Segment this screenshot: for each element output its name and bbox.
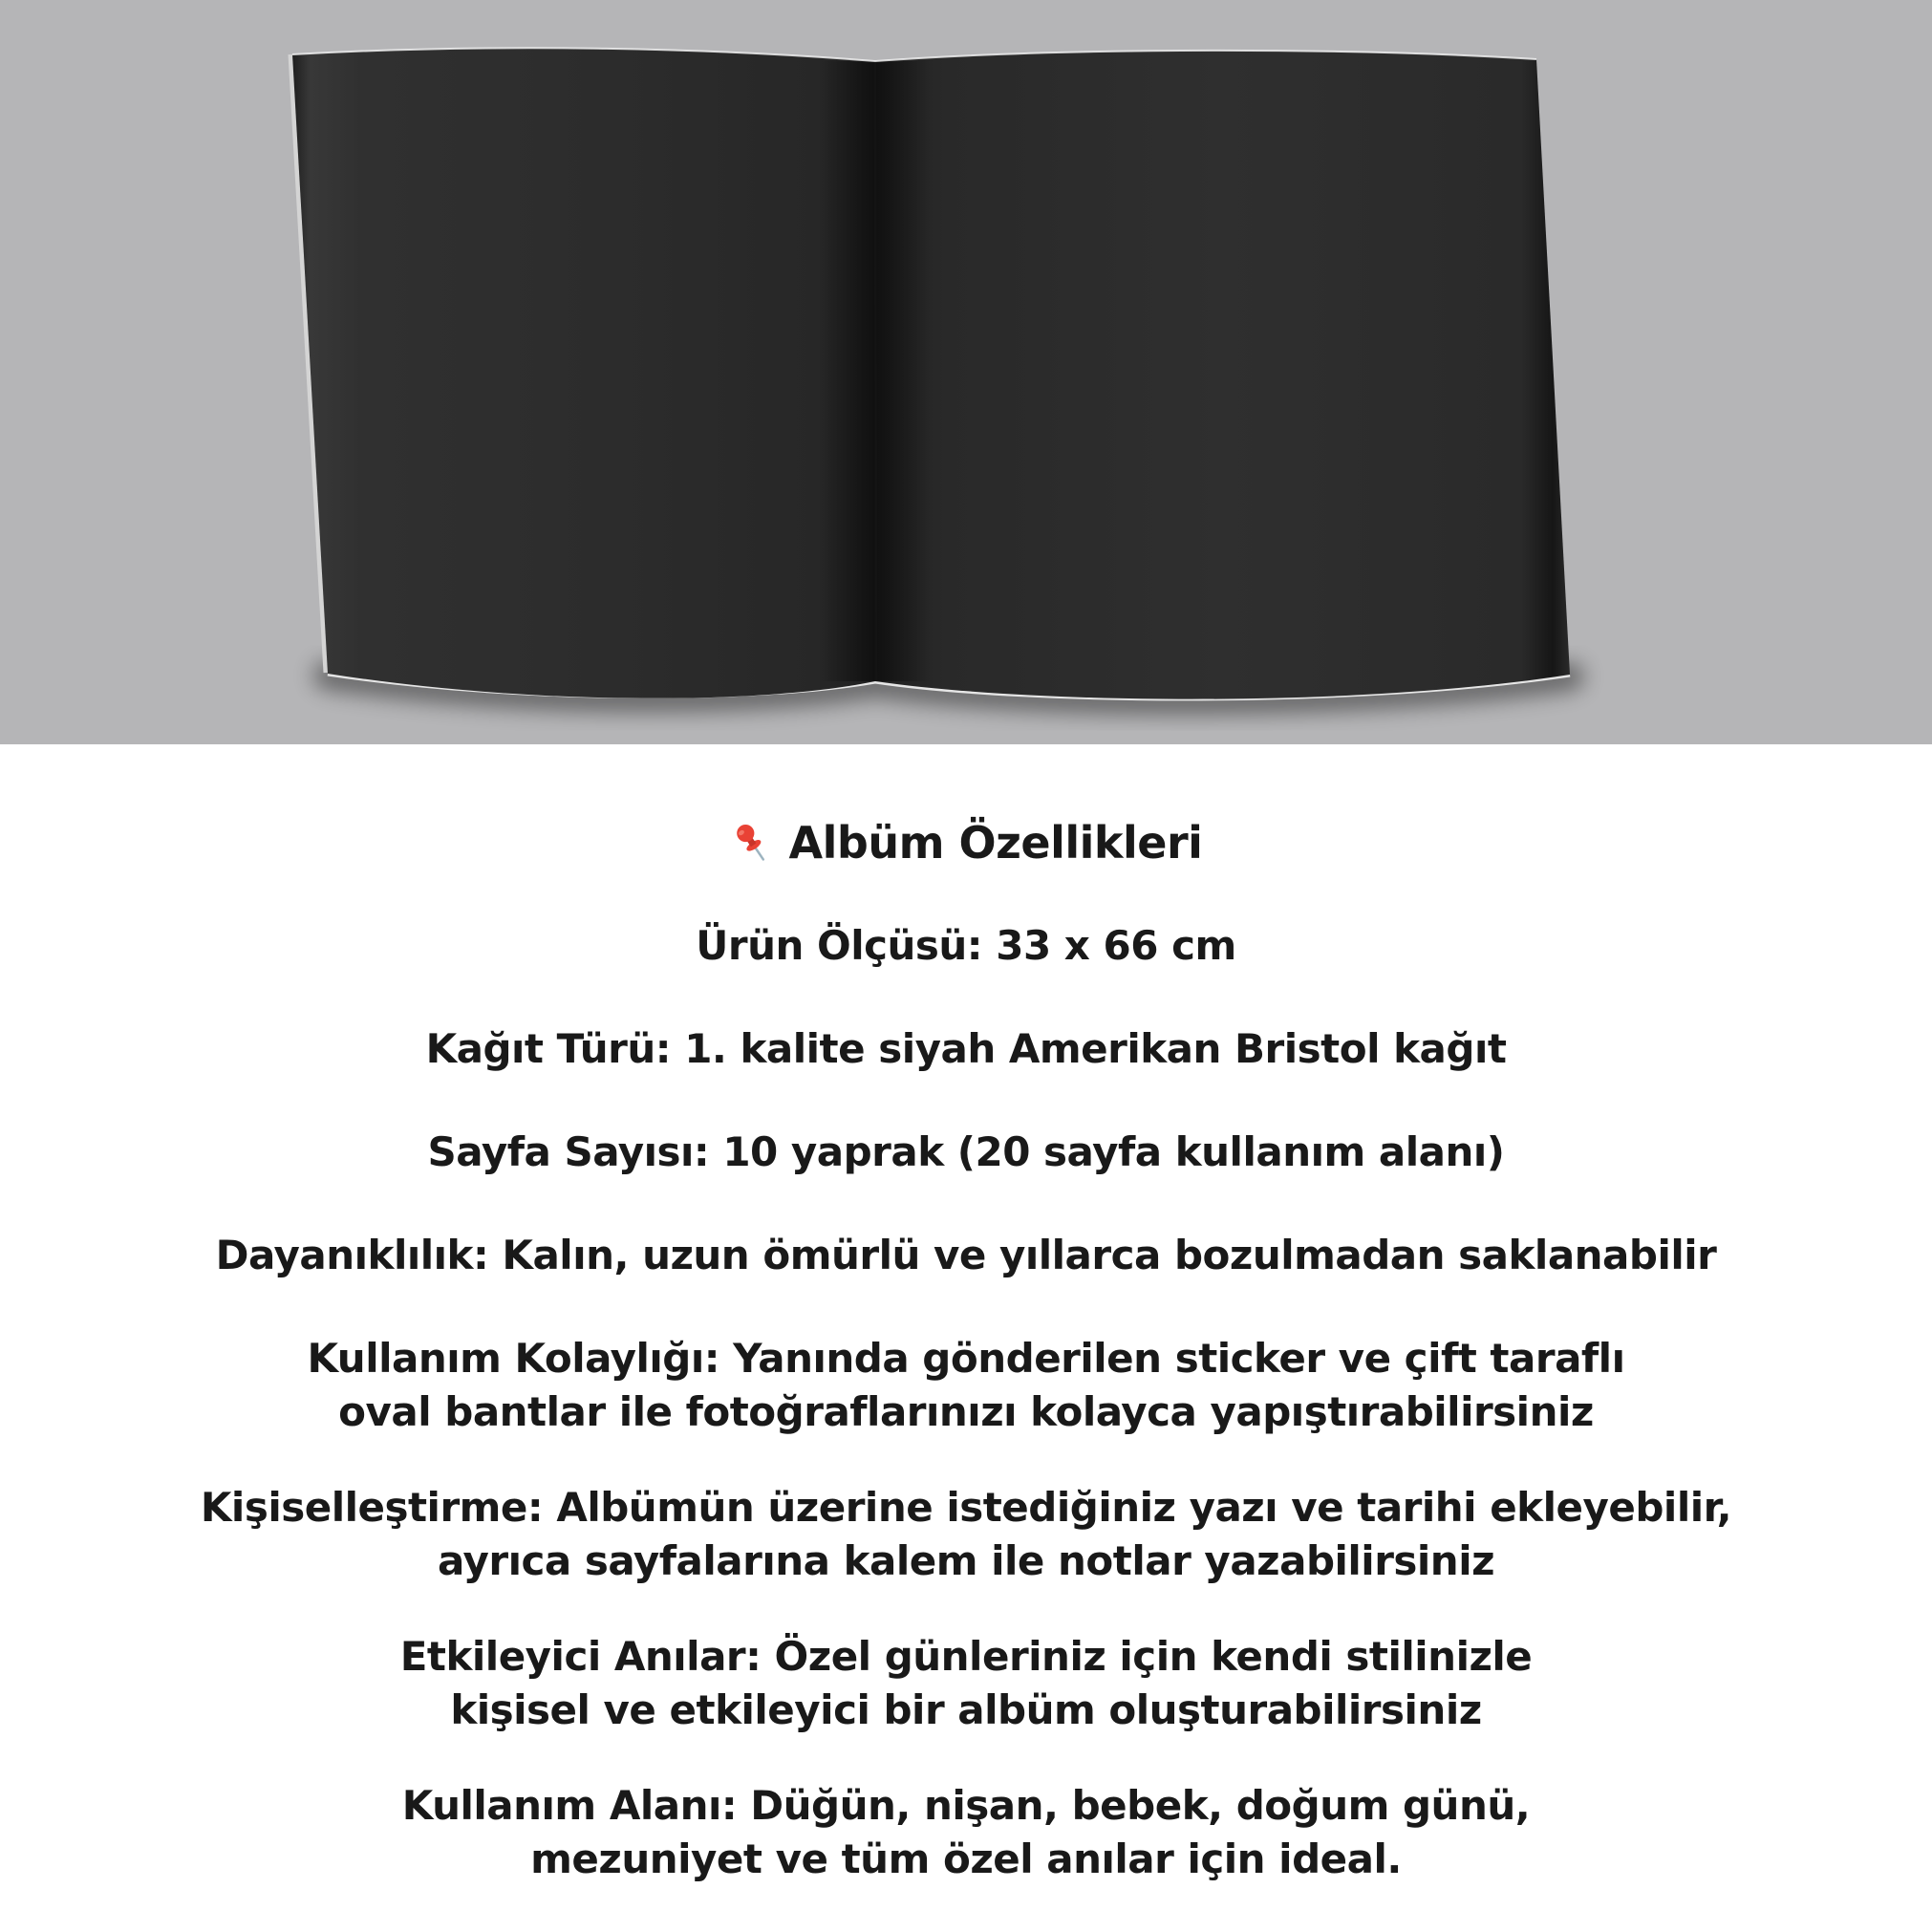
feature-line: Kullanım Alanı: Düğün, nişan, bebek, doğum günü, (401, 1782, 1531, 1829)
feature-line: Kişiselleştirme: Albümün üzerine istediğiniz yazı ve tarihi ekleyebilir, (200, 1484, 1732, 1531)
pushpin-icon (730, 821, 774, 865)
feature-item-ease-of-use (0, 1332, 1932, 1439)
open-album-mockup (0, 0, 1932, 744)
feature-item-pages (0, 1126, 1932, 1179)
feature-item-use-cases (0, 1779, 1932, 1886)
feature-item-personalization (0, 1481, 1932, 1588)
features-section (0, 744, 1932, 1928)
features-heading-label: Albüm Özellikleri (788, 816, 1203, 869)
feature-item-durability (0, 1229, 1932, 1282)
feature-line: mezuniyet ve tüm özel anılar için ideal. (530, 1835, 1402, 1882)
feature-item-paper (0, 1022, 1932, 1076)
spine-shade-left (820, 61, 875, 681)
feature-line: Kağıt Türü: 1. kalite siyah Amerikan Bristol kağıt (425, 1025, 1507, 1072)
feature-line: Dayanıklılık: Kalın, uzun ömürlü ve yıllarca bozulmadan saklanabilir (215, 1232, 1717, 1278)
feature-line: oval bantlar ile fotoğraflarınızı kolayca yapıştırabilirsiniz (338, 1388, 1594, 1435)
spine-shade-right (875, 61, 931, 681)
feature-line: Kullanım Kolaylığı: Yanında gönderilen sticker ve çift taraflı (307, 1335, 1625, 1382)
feature-line: Ürün Ölçüsü: 33 x 66 cm (696, 922, 1236, 969)
album-left-page (292, 48, 875, 698)
feature-item-memories (0, 1630, 1932, 1737)
feature-line: Etkileyici Anılar: Özel günleriniz için kendi stilinizle (399, 1633, 1533, 1680)
feature-line: kişisel ve etkileyici bir albüm oluşturabilirsiniz (450, 1686, 1482, 1733)
feature-line: Sayfa Sayısı: 10 yaprak (20 sayfa kullanım alanı) (427, 1128, 1505, 1175)
album-right-page (875, 51, 1570, 699)
spine-line (875, 62, 876, 680)
feature-line: ayrıca sayfalarına kalem ile notlar yazabilirsiniz (437, 1537, 1495, 1584)
features-heading (0, 815, 1932, 869)
hero-section (0, 0, 1932, 744)
feature-item-size (0, 919, 1932, 973)
